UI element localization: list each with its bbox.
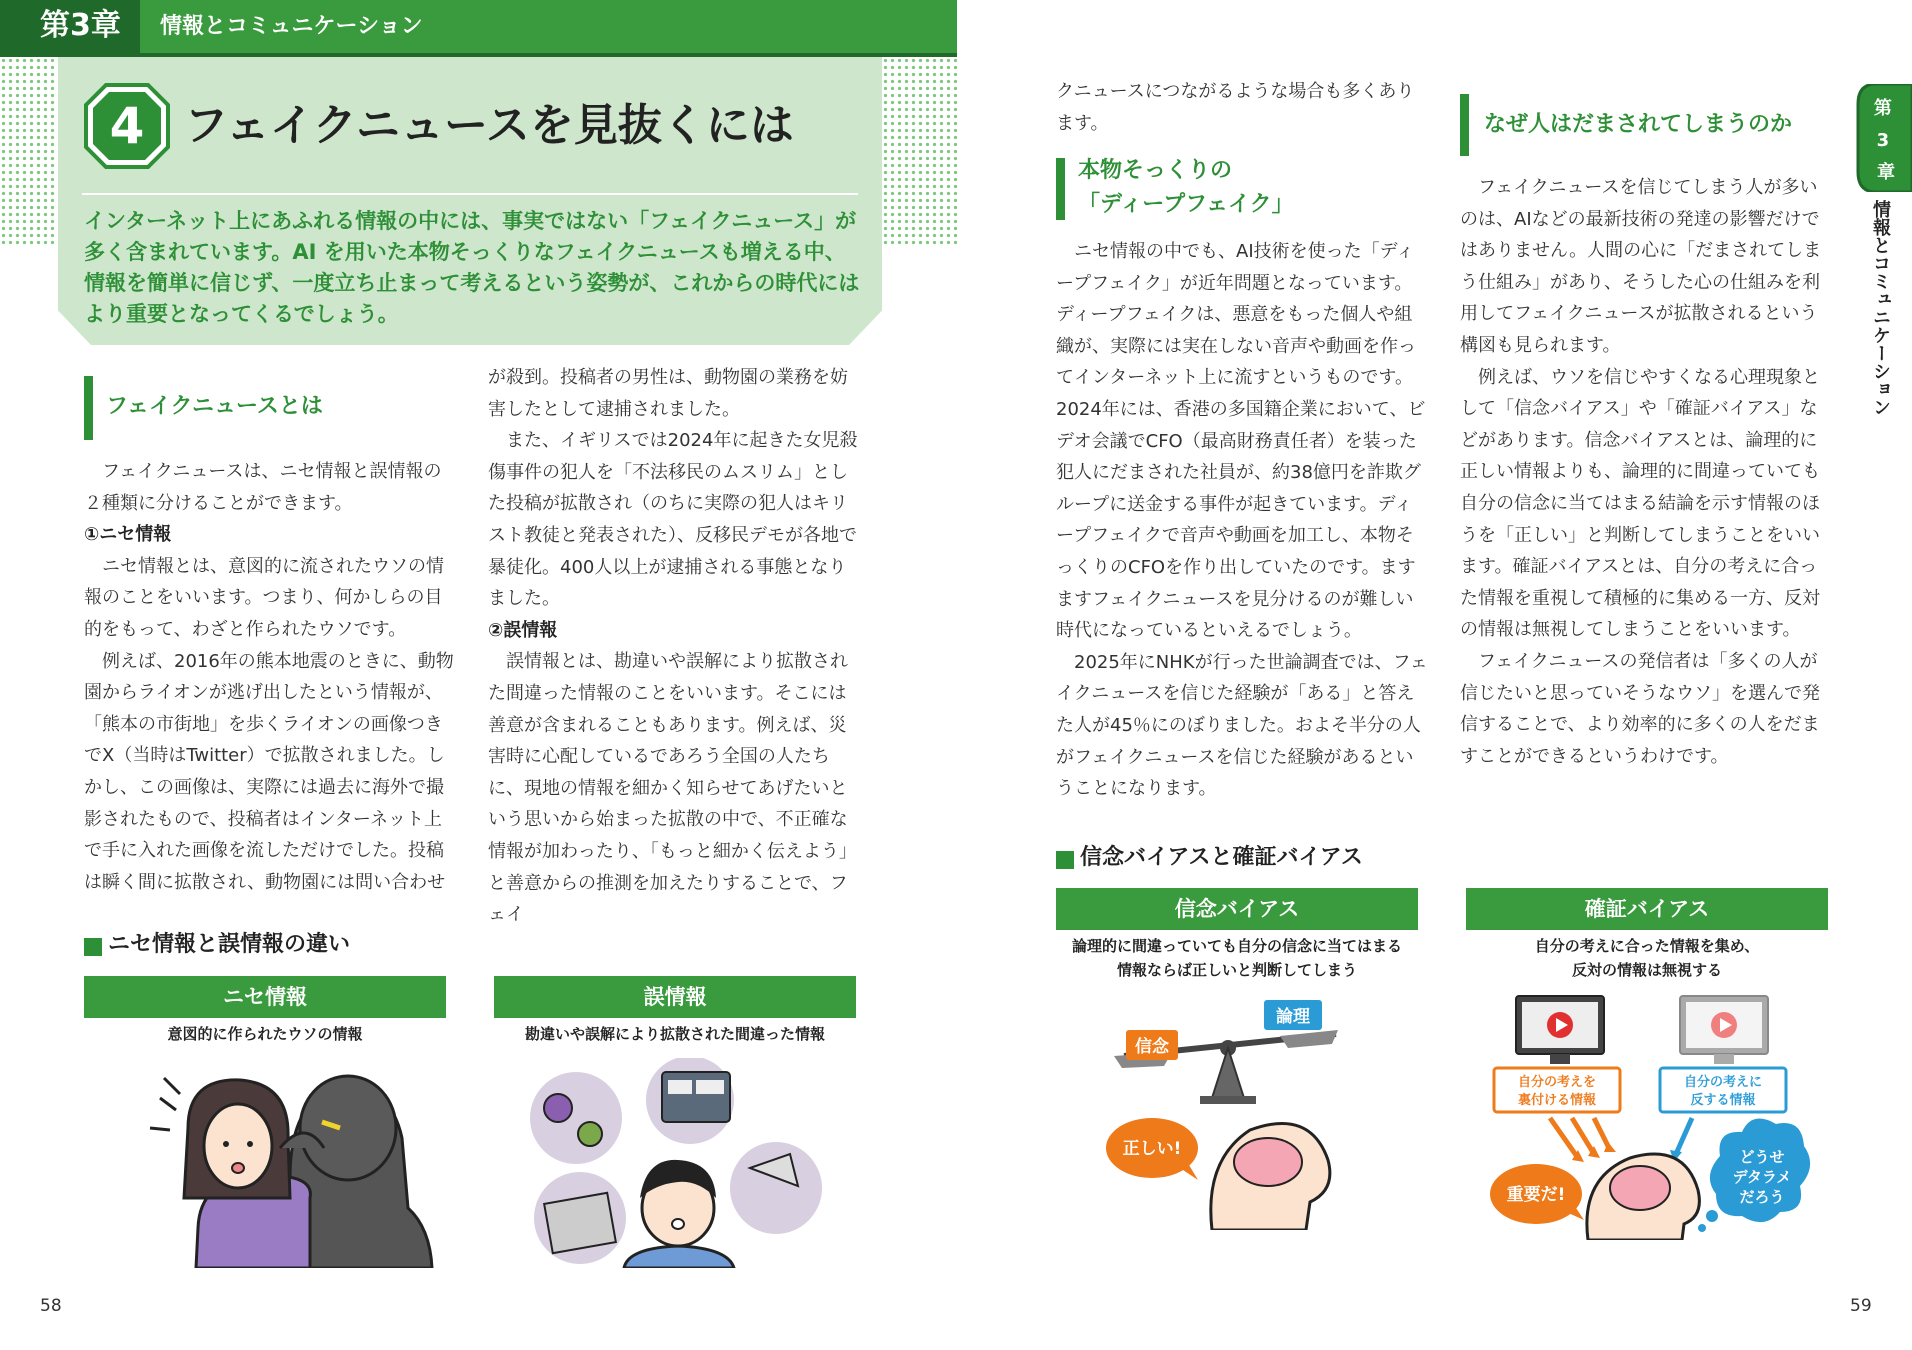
bubble-doubt-line3: だろう bbox=[1739, 1188, 1785, 1206]
section-bar bbox=[1460, 94, 1469, 156]
side-tab-char-3: 章 bbox=[1877, 162, 1895, 183]
chapter-label: 第3章 bbox=[40, 8, 121, 43]
subheading-disinformation: ①ニセ情報 bbox=[84, 524, 172, 546]
caption-misinformation: 勘違いや誤解により拡散された間違った情報 bbox=[524, 1025, 825, 1043]
caption-belief-2: 情報ならば正しいと判断してしまう bbox=[1116, 961, 1357, 979]
figure-heading-square bbox=[84, 938, 102, 956]
svg-text:第 3 章 bbox=[1874, 97, 1898, 183]
tag-logic: 論理 bbox=[1276, 1007, 1310, 1027]
column-3-intro bbox=[1056, 76, 1428, 139]
box-oppose-line1: 自分の考えに bbox=[1683, 1075, 1763, 1090]
bubble-doubt-line2: デタラメ bbox=[1732, 1168, 1792, 1186]
caption-disinformation: 意図的に作られたウソの情報 bbox=[167, 1025, 363, 1043]
paragraph: 例えば、ウソを信じやすくなる心理現象として「信念バイアス」や「確証バイアス」などがあります。信念バイアスとは、論理的に正しい情報よりも、論理的に間違っていても自分の信念に当てはまる結論を示す情報のほうを「正しい」と判断してしまうことをいいます。確証バイアスとは、自分の考えに合った情報を重視して積極的に集める一方、反対の情報は無視してしまうことをいいます。 bbox=[1460, 366, 1820, 641]
side-tab-char-1: 第 bbox=[1873, 98, 1892, 119]
box-support-line1: 自分の考えを bbox=[1517, 1075, 1597, 1090]
page-number-left: 58 bbox=[40, 1296, 62, 1316]
figure-heading-square bbox=[1056, 851, 1074, 869]
subheading-misinformation: ②誤情報 bbox=[488, 619, 558, 641]
heading-why-deceived: なぜ人はだまされてしまうのか bbox=[1484, 112, 1793, 137]
label-disinformation: ニセ情報 bbox=[84, 976, 446, 1018]
bubble-important: 重要だ! bbox=[1506, 1185, 1566, 1205]
column-1-body bbox=[84, 456, 454, 898]
section-bar bbox=[1056, 158, 1065, 220]
chapter-header-bar bbox=[0, 0, 957, 53]
section-number-badge bbox=[84, 83, 170, 169]
column-3-body bbox=[1056, 236, 1428, 805]
paragraph: 誤情報とは、勘違いや誤解により拡散された間違った情報のことをいいます。そこには善意が含まれることもあります。例えば、災害時に心配しているであろう全国の人たちに、現地の情報を細かく知らせてあげたいという思いから始まった拡散の中で、不正確な情報が加わったり、「もっと細かく伝えよう」と善意からの推測を加えたりすることで、フェイ bbox=[488, 651, 857, 926]
side-chapter-tab bbox=[1856, 84, 1912, 192]
belief-bias-illustration bbox=[1100, 990, 1400, 1230]
paragraph: ニセ情報の中でも、AI技術を使った「ディープフェイク」が近年問題となっています。ディープフェイクは、悪意をもった個人や組織が、実際には実在しない音声や動画を作ってインターネット上に流すというものです。2024年には、香港の多国籍企業において、ビデオ会議でCFO（最高財務責任者）を装った犯人にだまされた社員が、約38億円を詐欺グループに送金する事件が起きています。ディープフェイクで音声や動画を加工し、本物そっくりのCFOを作り出していたのです。ますますフェイクニュースを見分けるのが難しい時代になっているといえるでしょう。 bbox=[1056, 241, 1426, 642]
label-misinformation: 誤情報 bbox=[494, 976, 856, 1018]
paragraph: フェイクニュースを信じてしまう人が多いのは、AIなどの最新技術の発達の影響だけではありません。人間の心に「だまされてしまう仕組み」があり、そうした心の仕組みを利用してフェイクニュースが拡散されるという構図も見られます。 bbox=[1460, 177, 1822, 356]
paragraph: 例えば、2016年の熊本地震のときに、動物園からライオンが逃げ出したという情報が、「熊本の市街地」を歩くライオンの画像つきでX（当時はTwitter）で拡散されました。しかし、この画像は、実際には過去に海外で撮影されたもので、投稿者はインターネット上で手に入れた画像を流しただけでした。投稿は瞬く間に拡散され、動物園には問い合わせ bbox=[84, 650, 454, 893]
heading-deepfake-line2: 「ディープフェイク」 bbox=[1078, 192, 1294, 217]
figure1-heading: ニセ情報と誤情報の違い bbox=[108, 932, 351, 957]
label-confirmation-bias: 確証バイアス bbox=[1466, 888, 1828, 930]
column-4-body bbox=[1460, 172, 1830, 772]
figure2-heading: 信念バイアスと確証バイアス bbox=[1080, 845, 1363, 870]
confirmation-bias-illustration bbox=[1480, 990, 1820, 1240]
box-oppose-line2: 反する情報 bbox=[1690, 1093, 1756, 1108]
dot-pattern-right bbox=[882, 57, 957, 247]
caption-belief-1: 論理的に間違っていても自分の信念に当てはまる bbox=[1071, 937, 1402, 955]
side-tab-char-2: 3 bbox=[1876, 130, 1890, 151]
paragraph: フェイクニュースは、ニセ情報と誤情報の２種類に分けることができます。 bbox=[84, 461, 442, 514]
chapter-title: 情報とコミュニケーション bbox=[160, 14, 423, 39]
box-support-line2: 裏付ける情報 bbox=[1517, 1093, 1597, 1108]
caption-confirm-2: 反対の情報は無視する bbox=[1571, 961, 1722, 979]
column-2-body bbox=[488, 362, 858, 931]
label-belief-bias: 信念バイアス bbox=[1056, 888, 1418, 930]
paragraph: また、イギリスでは2024年に起きた女児殺傷事件の犯人を「不法移民のムスリム」とした投稿が拡散され（のちに実際の犯人はキリスト教徒と発表された）、反移民デモが各地で暴徒化。400人以上が逮捕される事態となりました。 bbox=[488, 430, 858, 610]
section-number: 4 bbox=[109, 97, 145, 155]
heading-fake-news: フェイクニュースとは bbox=[106, 394, 323, 419]
paragraph: が殺到。投稿者の男性は、動物園の業務を妨害したとして逮捕されました。 bbox=[488, 367, 848, 420]
section-bar bbox=[84, 376, 93, 440]
paragraph: クニュースにつながるような場合も多くあります。 bbox=[1056, 81, 1415, 134]
lead-text: インターネット上にあふれる情報の中には、事実ではない「フェイクニュース」が多く含まれています。AI を用いた本物そっくりなフェイクニュースも増える中、情報を簡単に信じず、一度立ち止まって考えるという姿勢が、これからの時代にはより重要となってくるでしょう。 bbox=[84, 209, 860, 326]
misinfo-illustration bbox=[528, 1058, 828, 1268]
caption-confirm-1: 自分の考えに合った情報を集め、 bbox=[1534, 937, 1760, 955]
bubble-doubt-line1: どうせ bbox=[1739, 1148, 1785, 1166]
side-chapter-title: 情報とコミュニケーション bbox=[1870, 200, 1891, 416]
heading-deepfake-line1: 本物そっくりの bbox=[1078, 158, 1233, 183]
tag-belief: 信念 bbox=[1135, 1037, 1169, 1057]
title-divider bbox=[82, 193, 858, 195]
header-underline bbox=[0, 53, 957, 57]
bubble-correct: 正しい! bbox=[1122, 1139, 1182, 1159]
paragraph: 2025年にNHKが行った世論調査では、フェイクニュースを信じた経験が「ある」と答えた人が45％にのぼりました。およそ半分の人がフェイクニュースを信じた経験があるということになります。 bbox=[1056, 651, 1428, 800]
dot-pattern-left bbox=[0, 57, 58, 247]
paragraph: フェイクニュースの発信者は「多くの人が信じたいと思っていそうなウソ」を選んで発信することで、より効率的に多くの人をだますことができるというわけです。 bbox=[1460, 650, 1820, 767]
whisper-illustration bbox=[140, 1058, 440, 1268]
page-title: フェイクニュースを見抜くには bbox=[184, 100, 794, 151]
page-number-right: 59 bbox=[1850, 1296, 1872, 1316]
paragraph: ニセ情報とは、意図的に流されたウソの情報のことをいいます。つまり、何かしらの目的をもって、わざと作られたウソです。 bbox=[84, 555, 444, 640]
